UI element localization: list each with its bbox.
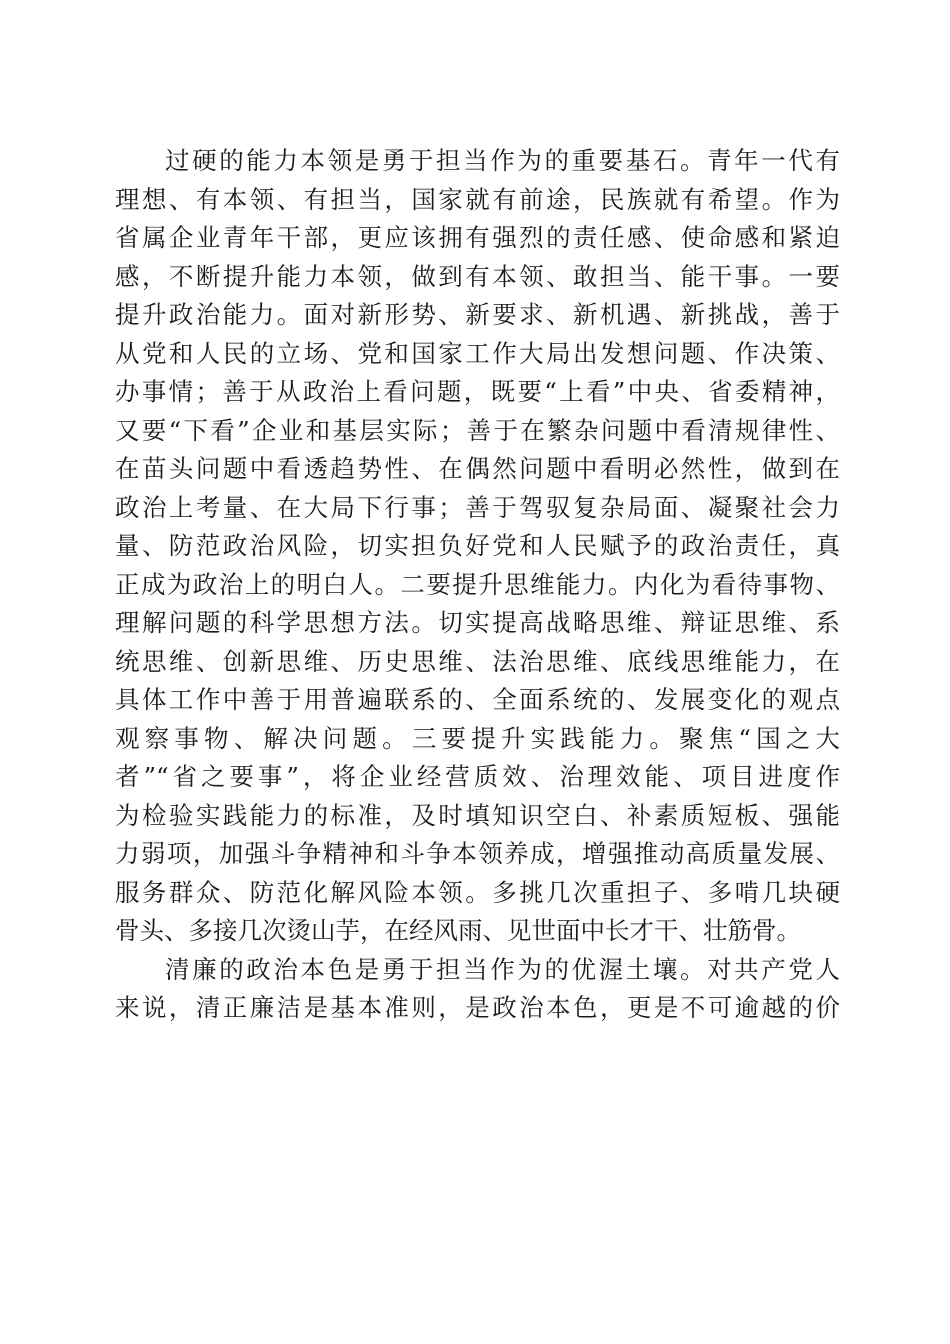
body-text xyxy=(115,142,840,1028)
paragraph-line: 省属企业青年干部，更应该拥有强烈的责任感、使命感和紧迫 xyxy=(115,223,840,252)
paragraph-line: 具体工作中善于用普遍联系的、全面系统的、发展变化的观点 xyxy=(115,685,840,714)
paragraph-line: 从党和人民的立场、党和国家工作大局出发想问题、作决策、 xyxy=(115,338,840,368)
paragraph-line: 理想、有本领、有担当，国家就有前途，民族就有希望。作为 xyxy=(115,184,840,214)
paragraph-line: 量、防范政治风险，切实担负好党和人民赋予的政治责任，真 xyxy=(115,531,840,560)
paragraph-line: 为检验实践能力的标准，及时填知识空白、补素质短板、强能 xyxy=(115,800,840,830)
paragraph-2 xyxy=(115,951,840,1028)
paragraph-line: 统思维、创新思维、历史思维、法治思维、底线思维能力，在 xyxy=(115,646,840,676)
paragraph-line: 又要“下看”企业和基层实际；善于在繁杂问题中看清规律性、 xyxy=(115,415,840,445)
paragraph-line: 提升政治能力。面对新形势、新要求、新机遇、新挑战，善于 xyxy=(115,300,840,329)
paragraph-line: 清廉的政治本色是勇于担当作为的优渥土壤。对共产党人 xyxy=(165,954,840,984)
paragraph-line: 政治上考量、在大局下行事；善于驾驭复杂局面、凝聚社会力 xyxy=(115,492,840,522)
paragraph-line: 理解问题的科学思想方法。切实提高战略思维、辩证思维、系 xyxy=(115,608,840,637)
paragraph-line: 者”“省之要事”，将企业经营质效、治理效能、项目进度作 xyxy=(115,762,840,791)
paragraph-line: 观察事物、解决问题。三要提升实践能力。聚焦“国之大 xyxy=(115,723,840,753)
paragraph-line: 感，不断提升能力本领，做到有本领、敢担当、能干事。一要 xyxy=(115,261,840,291)
paragraph-line: 来说，清正廉洁是基本准则，是政治本色，更是不可逾越的价 xyxy=(115,993,840,1022)
paragraph-line: 办事情；善于从政治上看问题，既要“上看”中央、省委精神， xyxy=(115,377,840,406)
paragraph-line: 正成为政治上的明白人。二要提升思维能力。内化为看待事物、 xyxy=(115,569,840,599)
paragraph-line: 在苗头问题中看透趋势性、在偶然问题中看明必然性，做到在 xyxy=(115,454,840,483)
paragraph-line: 过硬的能力本领是勇于担当作为的重要基石。青年一代有 xyxy=(165,146,840,175)
paragraph-line: 服务群众、防范化解风险本领。多挑几次重担子、多啃几块硬 xyxy=(115,877,840,907)
paragraph-1 xyxy=(115,142,840,951)
paragraph-line: 骨头、多接几次烫山芋，在经风雨、见世面中长才干、壮筋骨。 xyxy=(115,916,801,945)
paragraph-line: 力弱项，加强斗争精神和斗争本领养成，增强推动高质量发展、 xyxy=(115,839,840,868)
